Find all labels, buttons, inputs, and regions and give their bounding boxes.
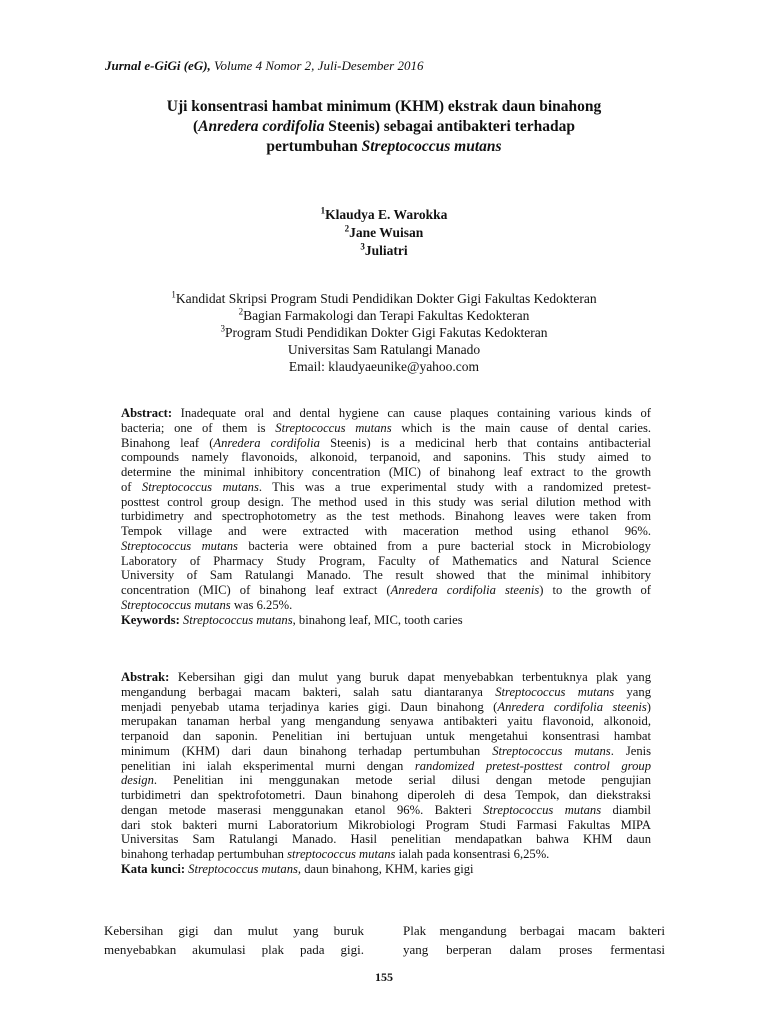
author-3: $^3$Juliatri <box>360 241 408 258</box>
author-email: Email: klaudyaeunike@yahoo.com <box>288 359 480 374</box>
affiliation-1: $^1$Kandidat Skripsi Program Studi Pendidikan Dokter Gigi Fakultas Kedokteran <box>171 289 597 306</box>
keywords-label: Keywords: <box>121 612 180 627</box>
abstract-indonesian: Abstrak: Kebersihan gigi dan mulut yang buruk dapat menyebabkan terbentuknya plak yang mengandung berbagai macam bakteri, salah satu diantaranya Streptococcus mutans yang menjadi penyebab utama terjadinya karies gigi. Daun binahong (Anredera cordifolia steenis) merupakan tanaman herbal yang mengandung senyawa antibakteri yaitu flavonoid, alkonoid, terpanoid dan saponin. Penelitian ini bertujuan untuk mengetahui konsentrasi hambat minimum (KHM) dari daun binahong terhadap pertumbuhan Streptococcus mutans. Jenis penelitian ini ialah eksperimental murni dengan randomized pretest-posttest control group design. Penelitian ini menggunakan metode serial dilusi dengan metode pengujian turbidimetri dan spektrofotometri. Daun binahong diperoleh di desa Tempok, dan diekstraksi dengan metode maserasi menggunakan etanol 96%. Bakteri Streptococcus mutans diambil dari stok bakteri murni Laboratorium Mikrobiologi Program Studi Farmasi Fakultas MIPA Universitas Sam Ratulangi Manado. Hasil penelitian mendapatkan bahwa KHM daun binahong terhadap pertumbuhan streptococcus mutans ialah pada konsentrasi 6,25%. Kata kunci: Streptococcus mutans, daun binahong, KHM, karies gigi <box>121 670 652 876</box>
affiliation-2: $^2$Bagian Farmakologi dan Terapi Fakultas Kedokteran <box>238 306 530 323</box>
journal-issue: Volume 4 Nomor 2, Juli-Desember 2016 <box>210 58 424 73</box>
title-line-3: pertumbuhan Streptococcus mutans <box>266 138 502 155</box>
kata-kunci-label: Kata kunci: <box>121 861 186 876</box>
page-number: 155 <box>375 970 393 984</box>
author-1: $^1$Klaudya E. Warokka <box>320 205 448 222</box>
abstract-label: Abstract: <box>121 406 173 420</box>
title-species-anredera: Anredera cordifolia <box>198 118 325 135</box>
affiliation-list <box>0 290 768 375</box>
journal-name: Jurnal e-GiGi (eG), <box>105 58 211 73</box>
body-column-right: Plak mengandung berbagai macam bakteri yang berperan dalam proses fermentasi <box>403 923 665 957</box>
title-line-1: Uji konsentrasi hambat minimum (KHM) ekstrak daun binahong <box>166 98 602 115</box>
body-column-left: Kebersihan gigi dan mulut yang buruk menyebabkan akumulasi plak pada gigi. <box>104 923 364 957</box>
title-species-streptococcus: Streptococcus mutans <box>361 138 502 155</box>
journal-header <box>105 58 423 74</box>
kata-kunci: Kata kunci: Streptococcus mutans, daun binahong, KHM, karies gigi <box>121 861 474 876</box>
author-list <box>0 206 768 260</box>
keywords: Keywords: Streptococcus mutans, binahong leaf, MIC, tooth caries <box>121 612 463 627</box>
article-title <box>84 97 684 157</box>
affiliation-3: $^3$Program Studi Pendidikan Dokter Gigi Fakutas Kedokteran <box>220 323 548 340</box>
abstrak-label: Abstrak: <box>121 670 170 684</box>
abstract-english: Abstract: Inadequate oral and dental hygiene can cause plaques containing various kinds of bacteria; one of them is Streptococcus mutans which is the main cause of dental caries. Binahong leaf (Anredera cordifolia Steenis) is a medicinal herb that contains antibacterial compounds namely flavonoids, alkonoid, terpanoid, and saponins. This study aimed to determine the minimal inhibitory concentration (MIC) of binahong leaf extract to the growth of Streptococcus mutans. This was a true experimental study with a randomized pretest- posttest control group design. The method used in this study was serial dilution method with turbidimetry and spectrophotometry as the test methods. Binahong leaves were taken from Tempok village and were extracted with maceration method using ethanol 96%. Streptococcus mutans bacteria were obtained from a pure bacterial stock in Microbiology Laboratory of Pharmacy Study Program, Faculty of Mathematics and Natural Science University of Sam Ratulangi Manado. The result showed that the minimal inhibitory concentration (MIC) of binahong leaf extract (Anredera cordifolia steenis) to the growth of Streptococcus mutans was 6.25%. Keywords: Streptococcus mutans, binahong leaf, MIC, tooth caries <box>121 406 652 627</box>
author-2: $^2$Jane Wuisan <box>344 223 424 240</box>
title-line-2: (Anredera cordifolia Steenis) sebagai antibakteri terhadap <box>193 118 575 135</box>
affiliation-university: Universitas Sam Ratulangi Manado <box>287 342 481 357</box>
